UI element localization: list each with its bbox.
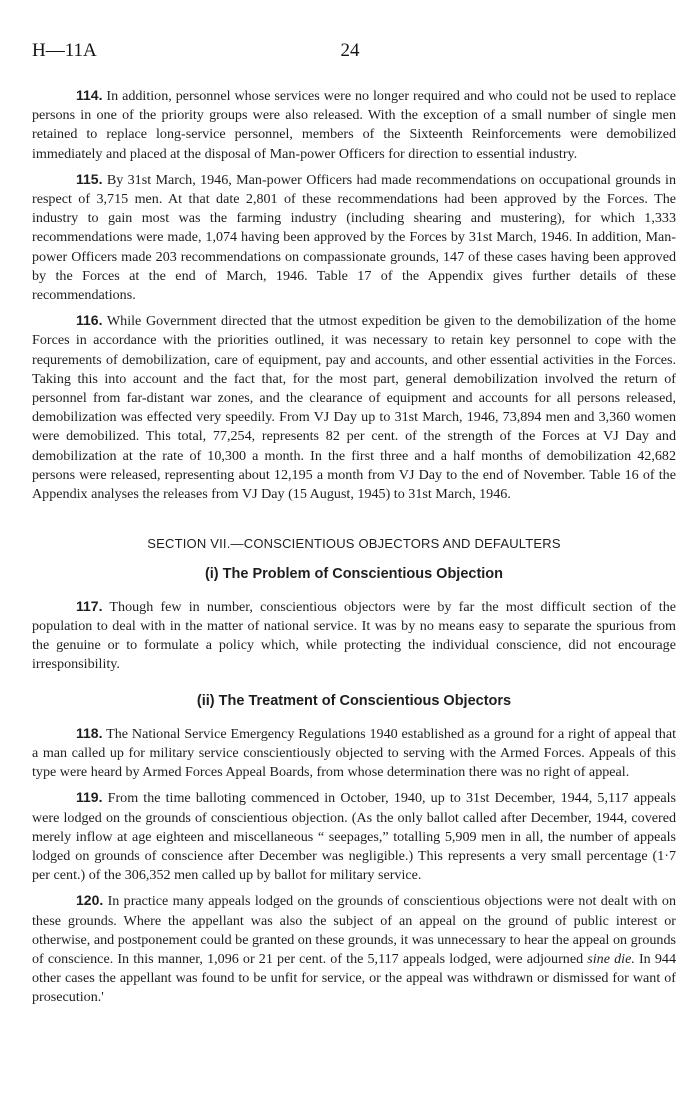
paragraph-text-end: In 944 other cases the appellant was found to be unfit for service, or the appeal was withdrawn or dismissed for want of prosecution.' [32,950,677,1006]
paragraph-115 [32,170,676,305]
document-reference: H—11A [32,40,97,61]
paragraph-number: 120. [76,892,104,909]
paragraph-text: From the time balloting commenced in October, 1940, up to 31st December, 1944, 5,117 appeals were lodged on the grounds of conscientious objection. (As the only ballot called after December, 1944, covered merely inflow at age eighteen and miscellaneous “ seepages,” totalling 5,909 men in all, the number of appeals lodged on grounds of conscience after December was negligible.) This represents a very small percentage (1·7 per cent.) of the 306,352 men called up by ballot for military service. [32,790,676,884]
paragraph-number: 118. [76,724,103,741]
paragraph-number: 114. [76,87,103,103]
paragraph-text: In addition, personnel whose services were no longer required and who could not be used to replace persons in one of the priority groups were also released. With the exception of a small number of single men retained to replace long-service personnel, members of the Sixteenth Reinforcements were demobilized immediately and placed at the disposal of Man-power Officers for direction to essential industry. [32,88,676,162]
document-body [32,86,676,1014]
latin-phrase: sine die. [587,950,635,967]
paragraph-text: Though few in number, conscientious objectors were by far the most difficult section of the population to deal with in the matter of national service. It was by no means easy to separate the spurious from the genuine or to formulate a policy which, while protecting the individual conscience, did not encourage irresponsibility. [32,598,676,673]
paragraph-number: 115. [76,170,103,187]
subheading-problem: (i) The Problem of Conscientious Objection [204,566,504,583]
subheading-treatment: (ii) The Treatment of Conscientious Objectors [196,693,512,710]
paragraph-116 [32,311,676,504]
paragraph-number: 117. [76,597,103,614]
paragraph-text: By 31st March, 1946, Man-power Officers had made recommendations on occupational grounds in respect of 3,715 men. At that date 2,801 of these recommendations had been approved by the Forces. The industry to gain most was the farming industry (including shearing and mustering), for which 1,333 recommendations were made, 1,074 having been approved by the Forces by 31st March, 1946. In addition, Man-power Officers made 203 recommendations on compassionate grounds, 147 of these cases having been approved by the Forces at the end of March, 1946. Table 17 of the Appendix gives further details of these recommendations. [32,171,676,304]
paragraph-text: While Government directed that the utmost expedition be given to the demobilization of the home Forces in accordance with the priorities outlined, it was necessary to retain key personnel to cope with the requrements of demobilization, care of equipment, pay and accounts, and other essential activities in the Forces. Taking this into account and the fact that, for the most part, general demobilization involved the return of personnel from far-distant war zones, and the clearance of equipment and accounts for all persons released, demobilization was effected very speedily. From VJ Day up to 31st March, 1946, 73,894 men and 3,360 women were demobilized. This total, 77,254, represents 82 per cent. of the strength of the Forces at VJ Day and demobilization at the rate of 10,300 a month. In the first three and a half months of demobilization 42,682 persons were released, representing about 12,195 a month from VJ Day to the end of November. Table 16 of the Appendix analyses the releases from VJ Day (15 August, 1945) to 31st March, 1946. [32,313,676,503]
paragraph-text: In practice many appeals lodged on the grounds of conscientious objections were not dealt with on these grounds. Where the appellant was also the subject of an appeal on the ground of public interest or otherwise, and postponement could be granted on these grounds, it was unnecessary to hear the appeal on grounds of conscience. In this manner, 1,096 or 21 per cent. of the 5,117 appeals lodged, were adjourned [32,893,676,967]
paragraph-120 [32,891,676,1007]
paragraph-117 [32,597,676,675]
section-title: SECTION VII.—CONSCIENTIOUS OBJECTORS AND DEFAULTERS [147,536,561,552]
paragraph-number: 116. [76,312,103,329]
paragraph-114 [32,86,676,164]
paragraph-number: 119. [76,789,103,806]
paragraph-119 [32,788,676,885]
page-number: 24 [340,40,360,61]
paragraph-text: The National Service Emergency Regulations 1940 established as a ground for a right of appeal that a man called up for military service conscientiously objected to serving with the Armed Forces. Appeals of this type were heard by Armed Forces Appeal Boards, from whose determination there was no right of appeal. [32,725,676,781]
paragraph-118 [32,724,676,783]
